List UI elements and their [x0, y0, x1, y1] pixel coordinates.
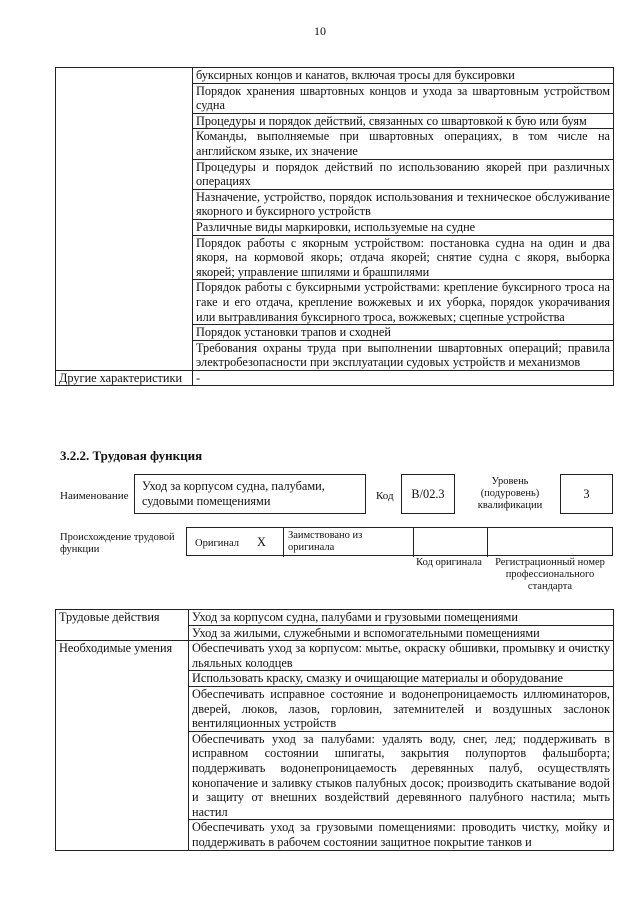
table-cell: буксирных концов и канатов, включая тросы для буксировки: [193, 68, 614, 84]
table-row: [56, 68, 614, 84]
table-cell: Использовать краску, смазку и очищающие материалы и оборудование: [189, 671, 614, 687]
skills-label: Необходимые умения: [56, 641, 189, 850]
table-cell: Порядок работы с буксирными устройствами: крепление буксирного троса на гаке и его отдача, крепление вожжевых и их уборка, порядок укорачивания или вытравливания буксирного троса, вожжевых; сцепные устройства: [193, 280, 614, 325]
table-cell: Процедуры и порядок действий, связанных со швартовкой к бую или буям: [193, 113, 614, 129]
table-cell: Обеспечивать исправное состояние и водонепроницаемость иллюминаторов, дверей, люков, лазов, горловин, затемнителей и воздушных заслонок вентиляционных устройств: [189, 686, 614, 731]
blank-label-cell: [56, 68, 193, 371]
origin-divider: [487, 528, 488, 557]
code-value-box: [401, 474, 455, 514]
table-cell: Порядок хранения швартовных концов и ухода за швартовным устройством судна: [193, 83, 614, 113]
table-cell: Требования охраны труда при выполнении швартовных операций; правила электробезопасности при эксплуатации судовых устройств и механизмов: [193, 340, 614, 370]
code-label: Код: [376, 490, 394, 502]
actions-label: Трудовые действия: [56, 610, 189, 641]
original-mark: X: [257, 535, 266, 549]
reg-caption: Регистрационный номер профессионального стандарта: [495, 557, 605, 592]
labor-function-table: [55, 609, 614, 851]
table-cell: Уход за жилыми, служебными и вспомогательными помещениями: [189, 625, 614, 641]
table-cell: Порядок работы с якорным устройством: постановка судна на один и два якоря, на кормовой якорь; отдача якорей; снятие судна с якоря, выборка якорей; управление шпилями и брашпилями: [193, 235, 614, 280]
level-value-box: [560, 474, 613, 514]
table-cell: Назначение, устройство, порядок использования и техническое обслуживание якорного и буксирного устройств: [193, 189, 614, 219]
name-value: Уход за корпусом судна, палубами, судовыми помещениями: [142, 479, 325, 508]
table-cell: Команды, выполняемые при швартовных операциях, в том числе на английском языке, их значение: [193, 129, 614, 159]
borrowed-label: Заимствовано из оригинала: [288, 530, 363, 553]
page-number: 10: [314, 24, 326, 38]
section-title: 3.2.2. Трудовая функция: [60, 448, 203, 463]
code-value: B/02.3: [411, 487, 445, 501]
table-cell: Процедуры и порядок действий по использованию якорей при различных операциях: [193, 159, 614, 189]
name-label: Наименование: [60, 490, 129, 502]
table-cell: Обеспечивать уход за корпусом: мытье, окраску обшивки, промывку и очистку льяльных колодцев: [189, 641, 614, 671]
origin-label: Происхождение трудовой функции: [60, 532, 175, 555]
knowledge-table-continued: [55, 67, 614, 386]
origin-divider: [283, 528, 284, 557]
level-label: Уровень (подуровень) квалификации: [477, 476, 543, 511]
name-value-box: [134, 474, 366, 514]
table-cell: Порядок установки трапов и сходней: [193, 325, 614, 341]
other-characteristics-value: -: [193, 370, 614, 386]
table-cell: Уход за корпусом судна, палубами и грузовыми помещениями: [189, 610, 614, 626]
table-row: [56, 641, 614, 671]
table-row: [56, 370, 614, 386]
table-cell: Обеспечивать уход за грузовыми помещениями: проводить чистку, мойку и поддерживать в рабочем состоянии защитное покрытие танков и: [189, 820, 614, 850]
level-value: 3: [583, 487, 590, 501]
code-caption: Код оригинала: [416, 557, 482, 568]
origin-divider: [413, 528, 414, 557]
table-cell: Обеспечивать уход за палубами: удалять воду, снег, лед; поддерживать в исправном состоянии шпигаты, закрытия полупортов фальшборта; поддерживать водонепроницаемость деревянных палуб, осуществлять конопачение и заливку стыков палубных досок; производить скатывание водой и защиту от внешних воздействий деревянного палубного настила; мыть настил: [189, 731, 614, 820]
other-characteristics-label: Другие характеристики: [56, 370, 193, 386]
table-row: [56, 610, 614, 626]
original-label: Оригинал: [195, 538, 239, 549]
origin-box: [186, 527, 613, 556]
table-cell: Различные виды маркировки, используемые на судне: [193, 219, 614, 235]
